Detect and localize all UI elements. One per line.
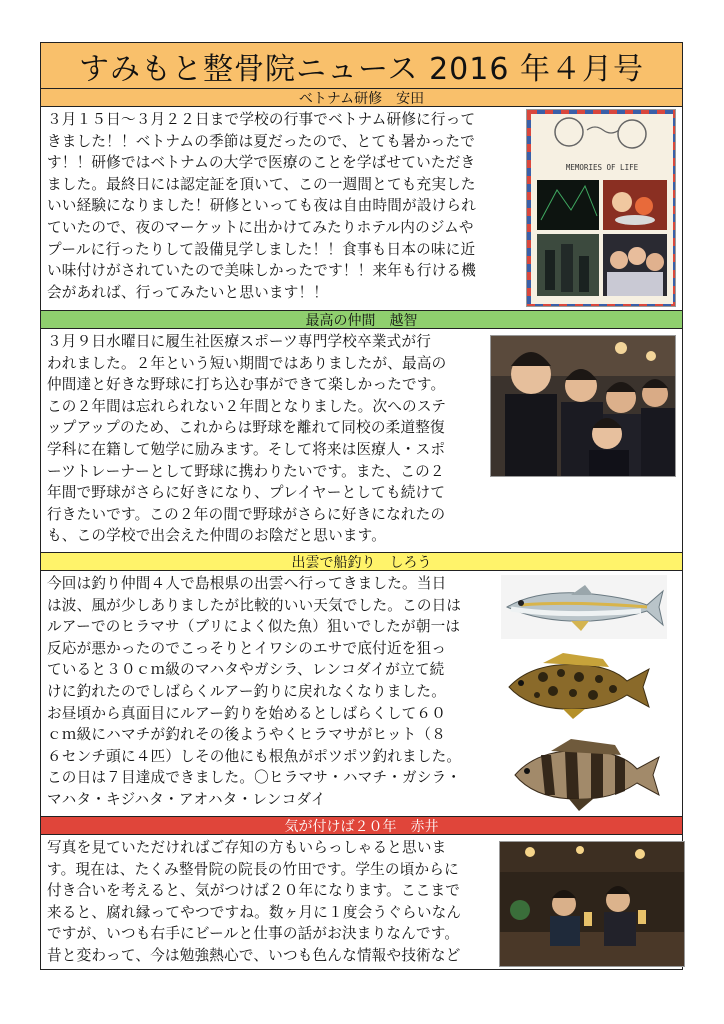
- section-heading-fishing: 出雲で船釣り しろう: [41, 552, 682, 571]
- section-text-friends: ３月９日水曜日に履生社医療スポーツ専門学校卒業式が行 われました。２年という短い期間ではありましたが、最高の 仲間達と好きな野球に打ち込む事ができて楽しかったです。 この２年間は忘れられない２年間となりました。次へのステ ップアップのため、これからは野球を離れて同校の柔道整復 学科に在籍して勉学に励みます。そして将来は医療人・スポ ーツトレーナーとして野球に携わりたいです。また、この２ 年間で野球がさらに好きになり、プレイヤーとしても続けて 行きたいです。この２年の間で野球がさらに好きになれたの も、この学校で出会えた仲間のお陰だと思います。: [47, 333, 447, 545]
- friends-pub-photo: [499, 841, 685, 967]
- section-text-vietnam: ３月１５日～３月２２日まで学校の行事でベトナム研修に行って きました！！ベトナムの季節は夏だったので、とても暑かったで す！！研修ではベトナムの大学で医療のことを学ばせていただき ました。最終日には認定証を頂いて、この一週間とても充実した いい経験になりました！研修といっても夜は自由時間が設けられ ていたので、夜のマーケットに出かけてみたりホテル内のジムや プールに行ったりして設備見学しました！！食事も日本の味に近 い味付けがされていたので美味しかったです！！来年も行ける機 会があれば、行ってみたいと思います！！: [47, 111, 477, 301]
- section-heading-friends: 最高の仲間 越智: [41, 310, 682, 329]
- newsletter-sheet: [40, 42, 683, 970]
- section-text-twenty-years: 写真を見ていただければご存知の方もいらっしゃると思いま す。現在は、たくみ整骨院の院長の竹田です。学生の頃からに 付き合いを考えると、気がつけば２０年になります。ここまで 来ると、腐れ縁ってやつですね。数ヶ月に１度会うぐらいなん ですが、いつも右手にビールと仕事の話がお決まりなんです。 昔と変わって、今は勉強熱心で、いつも色んな情報や技術など: [47, 839, 462, 964]
- section-heading-twenty-years: 気が付けば２０年 赤井: [41, 816, 682, 835]
- fish-photo-grouper: [503, 647, 653, 723]
- section-heading-vietnam: ベトナム研修 安田: [41, 88, 682, 107]
- fish-photo-hiramasa: [501, 575, 667, 639]
- fish-photo-banded-grouper: [511, 733, 661, 813]
- newsletter-title: すみもと整骨院ニュース 2016 年４月号: [41, 43, 682, 89]
- graduation-group-photo: [490, 335, 676, 477]
- section-text-fishing: 今回は釣り仲間４人で島根県の出雲へ行ってきました。当日 は波、風が少しありましたが比較的いい天気でした。この日は ルアーでのヒラマサ（ブリによく似た魚）狙いでしたが朝一は 反応が悪かったのでこっそりとイワシのエサで底付近を狙っ ていると３０ｃｍ級のマハタやガシラ、レンコダイが立て続 けに釣れたのでしばらくルアー釣りに戻れなくなりました。 お昼頃から真面目にルアー釣りを始めるとしばらくして６０ ｃｍ級にハマチが釣れその後ようやくヒラマサがヒット（８ ６センチ頭に４匹）しその他にも根魚がポツポツ釣れました。 この日は７目達成できました。〇ヒラマサ・ハマチ・ガシラ・ マハタ・キジハタ・アオハタ・レンコダイ: [47, 575, 462, 808]
- collage-caption: MEMORIES OF LIFE: [565, 163, 639, 172]
- vietnam-photo-collage: [526, 109, 676, 307]
